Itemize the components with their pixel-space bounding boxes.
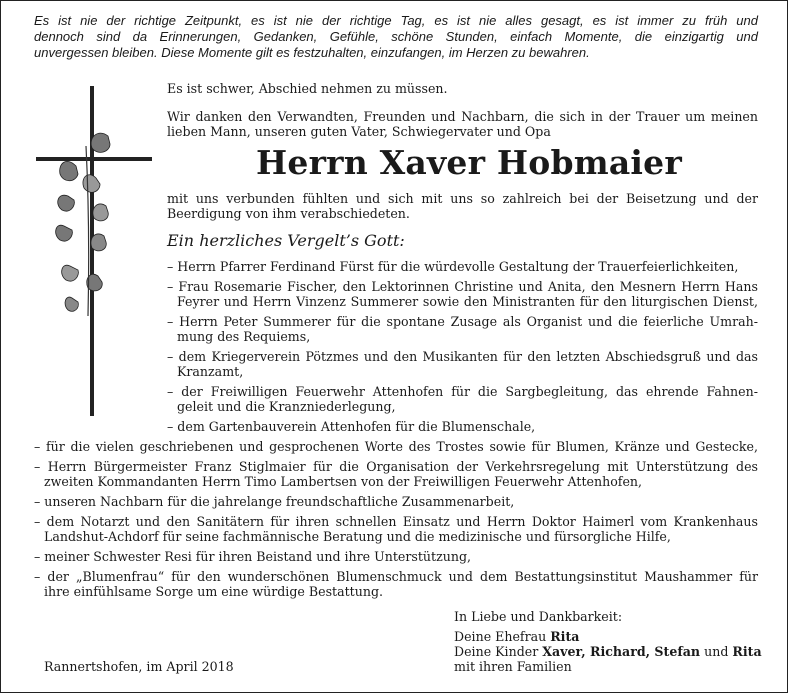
sympathy-2: Beerdigung von ihm verabschiedeten. [167,206,410,221]
list-item-cont: zweiten Kommandanten Herrn Timo Lambertsen von der Freiwilligen Feuerwehr Attenhofen, [44,474,643,489]
intro-line-3: unvergessen bleiben. Diese Momente gilt es festzuhalten, einzufangen, im Herzen zu bewahren. [34,45,590,60]
list-item-cont: Landshut-Achdorf für seine fachmännische Beratung und die medizinische und fürsorgliche Hilfe, [44,529,671,544]
thanks-intro-2: lieben Mann, unseren guten Vater, Schwiegervater und Opa [167,124,551,139]
list-item: – unseren Nachbarn für die jahrelange freundschaftliche Zusammenarbeit, [34,494,515,509]
list-item-cont: mung des Requiems, [177,329,311,344]
signature-families: mit ihren Familien [454,659,572,674]
list-item: – meiner Schwester Resi für ihren Beistand und ihre Unterstützung, [34,549,472,564]
list-item: – der Freiwilligen Feuerwehr Attenhofen für die Sargbegleitung, das ehrende Fahnen- [167,384,758,399]
list-item: – der „Blumenfrau“ für den wunderschönen Blumenschmuck und dem Bestattungsinstitut Maushammer für [34,569,758,584]
list-item: – dem Kriegerverein Pötzmes und den Musikanten für den letzten Abschiedsgruß und das [167,349,758,364]
list-item: – Herrn Pfarrer Ferdinand Fürst für die würdevolle Gestaltung der Trauerfeierlichkeiten, [167,259,739,274]
list-item: – dem Gartenbauverein Attenhofen für die Blumenschale, [167,419,536,434]
list-item-cont: Feyrer und Herrn Vinzenz Summerer sowie den Ministranten für den liturgischen Dienst, [177,294,758,309]
list-item: – Herrn Bürgermeister Franz Stiglmaier für die Organisation der Verkehrsregelung mit Unterstützung des [34,459,758,474]
intro-line-1: Es ist nie der richtige Zeitpunkt, es ist nie der richtige Tag, es ist nie alles gesagt, es ist immer zu früh und [34,13,758,28]
hops-branch-icon [46,126,126,326]
sympathy-1: mit uns verbunden fühlten und sich mit uns so zahlreich bei der Beisetzung und der [167,191,758,206]
closing-line: In Liebe und Dankbarkeit: [454,609,623,624]
list-item-cont: Kranzamt, [177,364,244,379]
list-item-cont: ihre einfühlsame Sorge um eine würdige Bestattung. [44,584,384,599]
farewell-line: Es ist schwer, Abschied nehmen zu müssen. [167,81,448,96]
place-date: Rannertshofen, im April 2018 [44,659,234,674]
list-item-cont: geleit und die Kranzniederlegung, [177,399,396,414]
signature-children: Deine Kinder Xaver, Richard, Stefan und Rita [454,644,762,659]
deceased-name: Herrn Xaver Hobmaier [256,143,682,182]
list-item: – Herrn Peter Summerer für die spontane Zusage als Organist und die feierliche Umrah- [167,314,758,329]
intro-line-2: dennoch sind da Erinnerungen, Gedanken, Gefühle, schöne Stunden, einfach Momente, die einzigartig und [34,29,758,44]
signature-wife: Deine Ehefrau Rita [454,629,580,644]
list-item: – Frau Rosemarie Fischer, den Lektorinnen Christine und Anita, den Mesnern Herrn Hans [167,279,758,294]
list-item: – dem Notarzt und den Sanitätern für ihren schnellen Einsatz und Herrn Doktor Haimerl vom Krankenhaus [34,514,758,529]
list-item: – für die vielen geschriebenen und gesprochenen Worte des Trostes sowie für Blumen, Kränze und Gestecke, [34,439,758,454]
thanks-intro-1: Wir danken den Verwandten, Freunden und Nachbarn, die sich in der Trauer um meinen [167,109,758,124]
thanks-heading: Ein herzliches Vergelt’s Gott: [167,231,405,250]
